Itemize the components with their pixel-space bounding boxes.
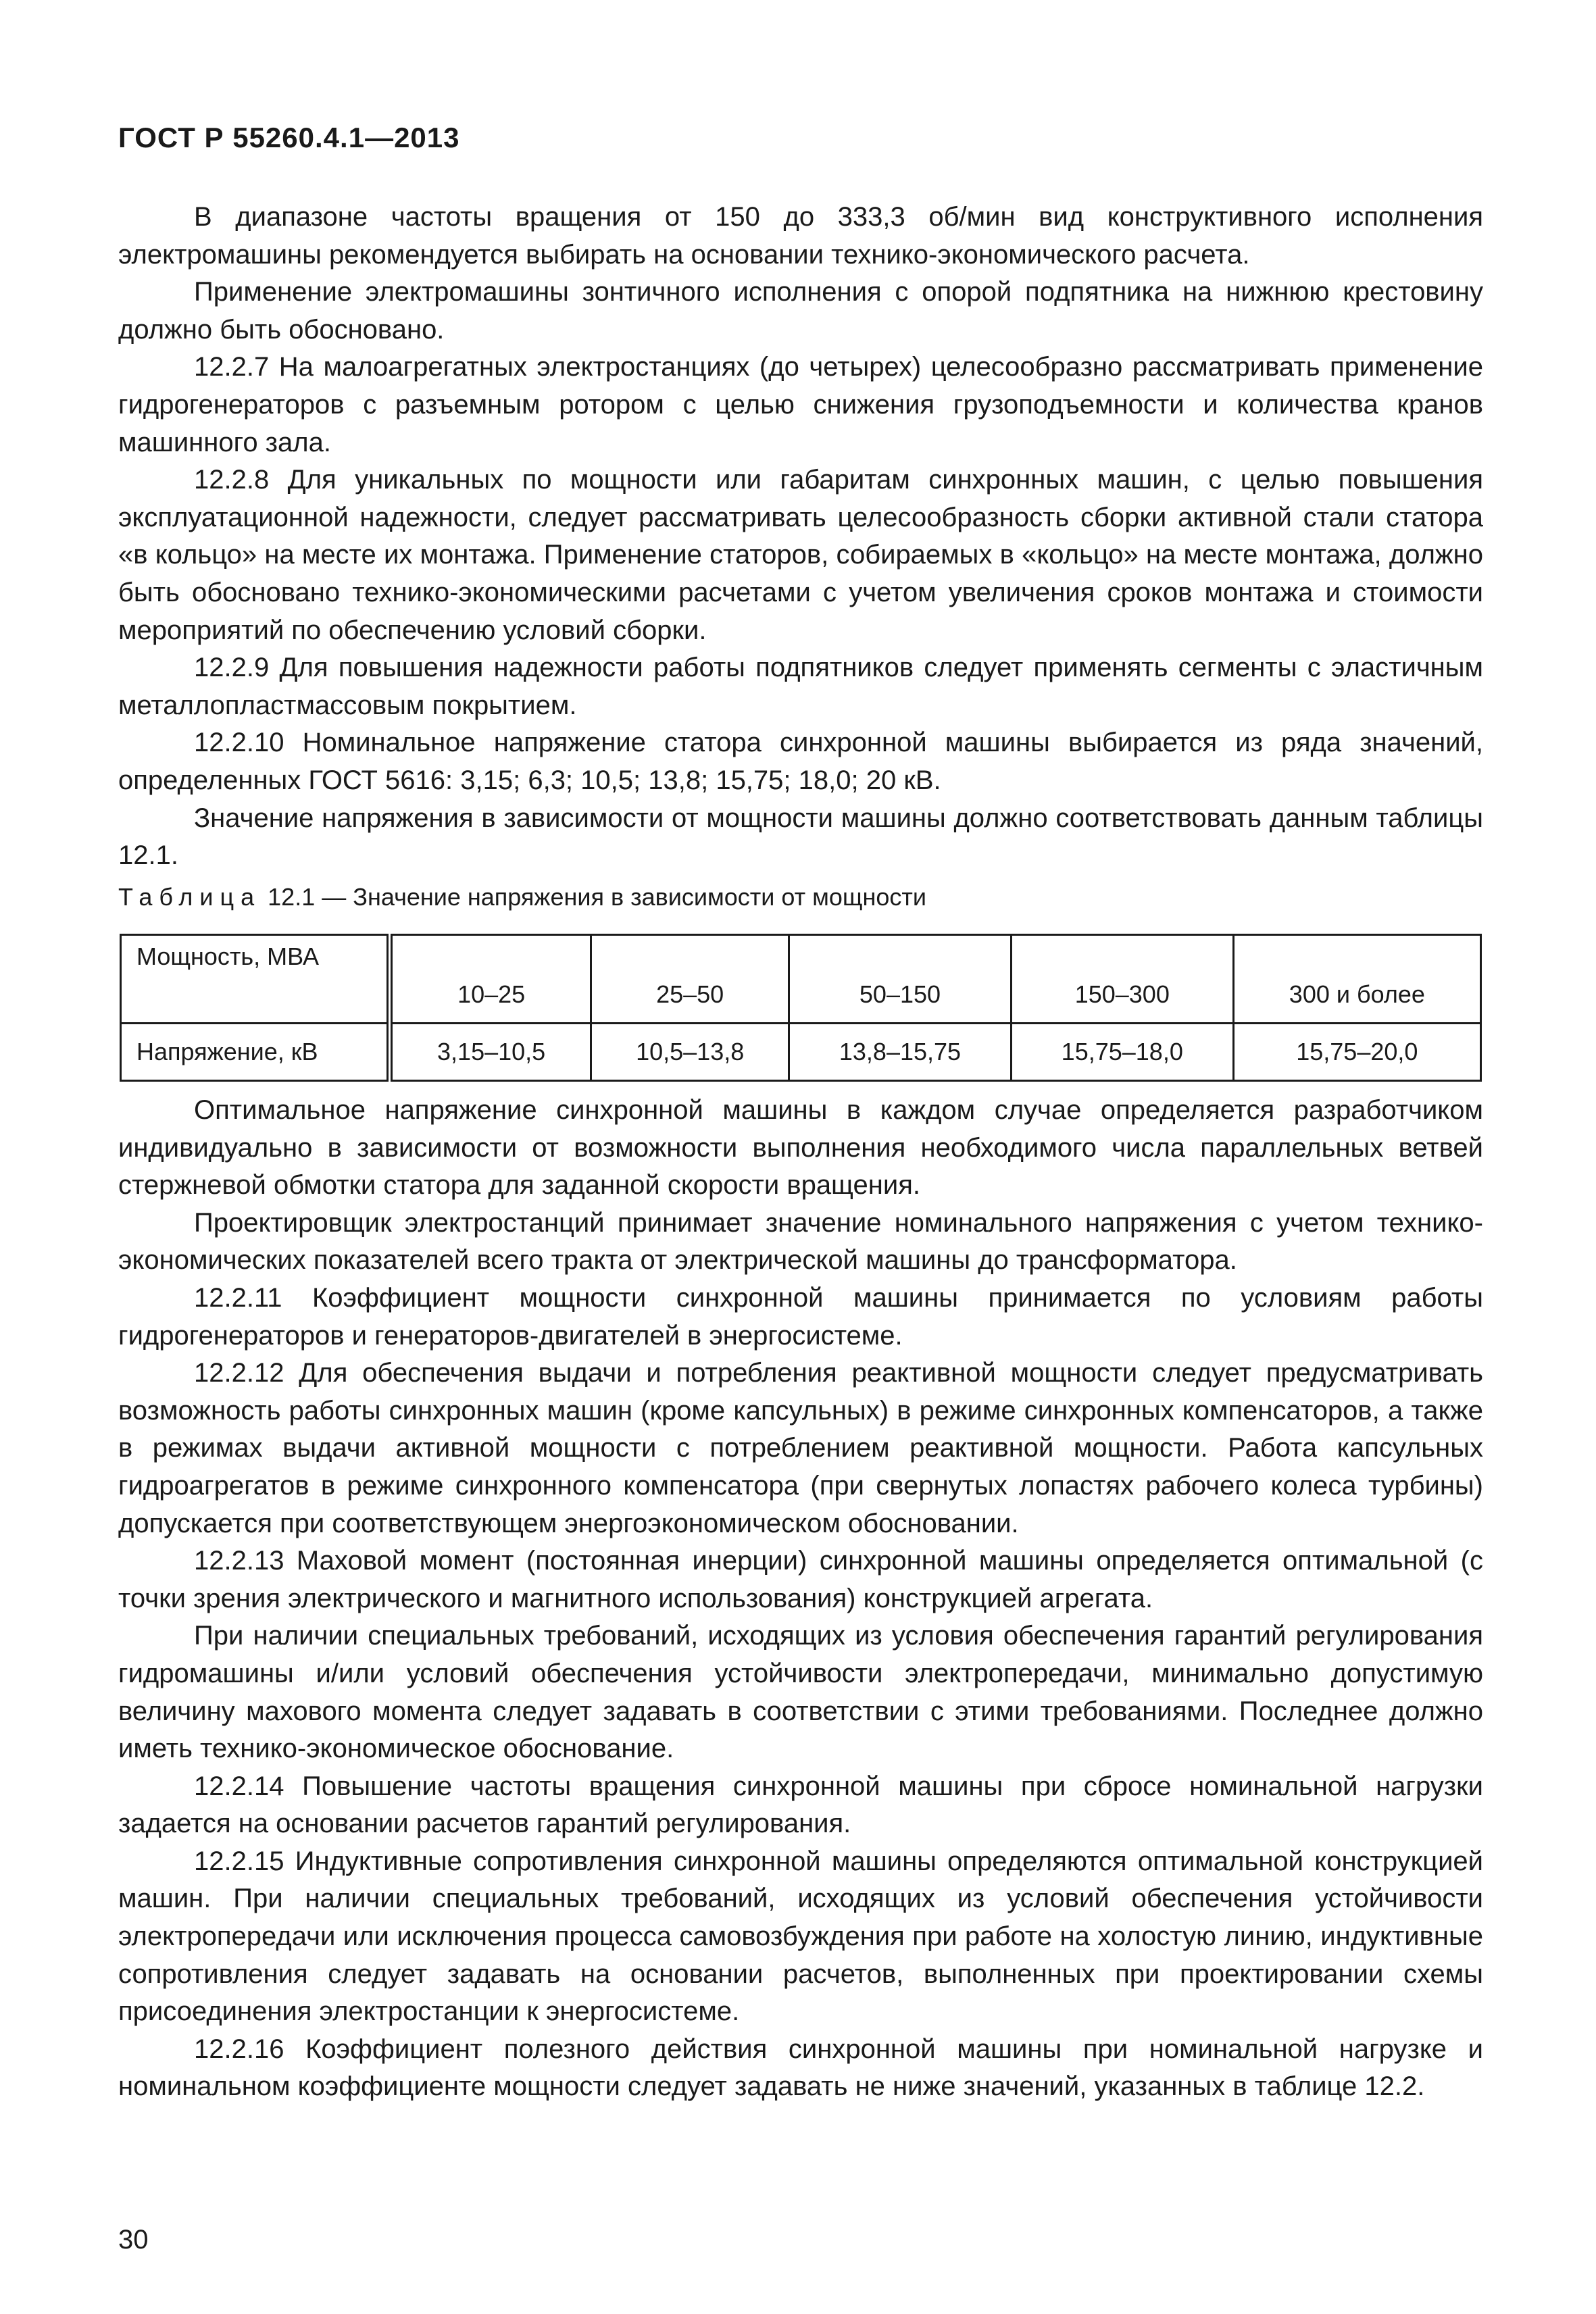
paragraph: В диапазоне частоты вращения от 150 до 333,3 об/мин вид конструктивного исполнения электромашины рекомендуется выбирать на основании технико-экономического расчета. xyxy=(118,202,1483,270)
table-cell: 300 и более xyxy=(1233,935,1480,1024)
row-header-power: Мощность, МВА xyxy=(121,935,390,1024)
table-row xyxy=(121,935,1481,1024)
voltage-table xyxy=(120,934,1482,1082)
table-cell: 10–25 xyxy=(390,935,591,1024)
table-cell: 25–50 xyxy=(591,935,789,1024)
paragraph: Применение электромашины зонтичного исполнения с опорой подпятника на нижнюю крестовину должно быть обосновано. xyxy=(118,277,1483,345)
paragraph: 12.2.15 Индуктивные сопротивления синхронной машины определяются оптимальной конструкцией машин. При наличии специальных требований, исходящих из условий обеспечения устойчивости электропередачи или исключения процесса самовозбуждения при работе на холостую линию, индуктивные сопротивления следует задавать на основании расчетов, выполненных при проектировании схемы присоединения электростанции к энергосистеме. xyxy=(118,1846,1483,2027)
paragraph: 12.2.8 Для уникальных по мощности или габаритам синхронных машин, с целью повышения эксплуатационной надежности, следует рассматривать целесообразность сборки активной стали статора «в кольцо» на месте их монтажа. Применение статоров, собираемых в «кольцо» на месте монтажа, должно быть обосновано технико-экономическими расчетами с учетом увеличения сроков монтажа и стоимости мероприятий по обеспечению условий сборки. xyxy=(118,465,1483,645)
paragraph: Значение напряжения в зависимости от мощности машины должно соответствовать данным таблицы 12.1. xyxy=(118,803,1483,871)
table-caption xyxy=(118,882,926,912)
table-cell: 13,8–15,75 xyxy=(789,1024,1012,1081)
table-row xyxy=(121,1024,1481,1081)
body-text-bottom xyxy=(118,1092,1483,2106)
paragraph: Проектировщик электростанций принимает значение номинального напряжения с учетом технико-экономических показателей всего тракта от электрической машины до трансформатора. xyxy=(118,1207,1483,1276)
row-header-voltage: Напряжение, кВ xyxy=(121,1024,390,1081)
table-caption-label: Таблица xyxy=(118,883,261,911)
paragraph: 12.2.11 Коэффициент мощности синхронной машины принимается по условиям работы гидрогенераторов и генераторов-двигателей в энергосистеме. xyxy=(118,1282,1483,1351)
table-cell: 10,5–13,8 xyxy=(591,1024,789,1081)
document-header: ГОСТ Р 55260.4.1—2013 xyxy=(118,122,460,153)
paragraph: 12.2.14 Повышение частоты вращения синхронной машины при сбросе номинальной нагрузки задается на основании расчетов гарантий регулирования. xyxy=(118,1771,1483,1839)
table-caption-text: 12.1 — Значение напряжения в зависимости от мощности xyxy=(261,883,926,911)
page-number: 30 xyxy=(118,2225,149,2255)
table-cell: 50–150 xyxy=(789,935,1012,1024)
paragraph: 12.2.13 Маховой момент (постоянная инерции) синхронной машины определяется оптимальной (с точки зрения электрического и магнитного использования) конструкцией агрегата. xyxy=(118,1546,1483,1613)
paragraph: 12.2.16 Коэффициент полезного действия синхронной машины при номинальной нагрузке и номинальном коэффициенте мощности следует задавать не ниже значений, указанных в таблице 12.2. xyxy=(118,2034,1483,2102)
table-cell: 15,75–18,0 xyxy=(1011,1024,1233,1081)
paragraph: Оптимальное напряжение синхронной машины в каждом случае определяется разработчиком индивидуально в зависимости от возможности выполнения необходимого числа параллельных ветвей стержневой обмотки статора для заданной скорости вращения. xyxy=(118,1095,1483,1201)
body-text-top xyxy=(118,199,1483,875)
paragraph: 12.2.9 Для повышения надежности работы подпятников следует применять сегменты с эластичным металлопластмассовым покрытием. xyxy=(118,653,1483,720)
table-cell: 150–300 xyxy=(1011,935,1233,1024)
paragraph: 12.2.10 Номинальное напряжение статора синхронной машины выбирается из ряда значений, определенных ГОСТ 5616: 3,15; 6,3; 10,5; 13,8; 15,75; 18,0; 20 кВ. xyxy=(118,728,1483,795)
paragraph: При наличии специальных требований, исходящих из условия обеспечения гарантий регулирования гидромашины и/или условий обеспечения устойчивости электропередачи, минимально допустимую величину махового момента следует задавать в соответствии с этими требованиями. Последнее должно иметь технико-экономическое обоснование. xyxy=(118,1621,1483,1764)
paragraph: 12.2.12 Для обеспечения выдачи и потребления реактивной мощности следует предусматривать возможность работы синхронных машин (кроме капсульных) в режиме синхронных компенсаторов, а также в режимах выдачи активной мощности с потреблением реактивной мощности. Работа капсульных гидроагрегатов в режиме синхронного компенсатора (при свернутых лопастях рабочего колеса турбины) допускается при соответствующем энергоэкономическом обосновании. xyxy=(118,1358,1483,1538)
table-cell: 3,15–10,5 xyxy=(390,1024,591,1081)
paragraph: 12.2.7 На малоагрегатных электростанциях (до четырех) целесообразно рассматривать применение гидрогенераторов с разъемным ротором с целью снижения грузоподъемности и количества кранов машинного зала. xyxy=(118,352,1483,457)
table-cell: 15,75–20,0 xyxy=(1233,1024,1480,1081)
